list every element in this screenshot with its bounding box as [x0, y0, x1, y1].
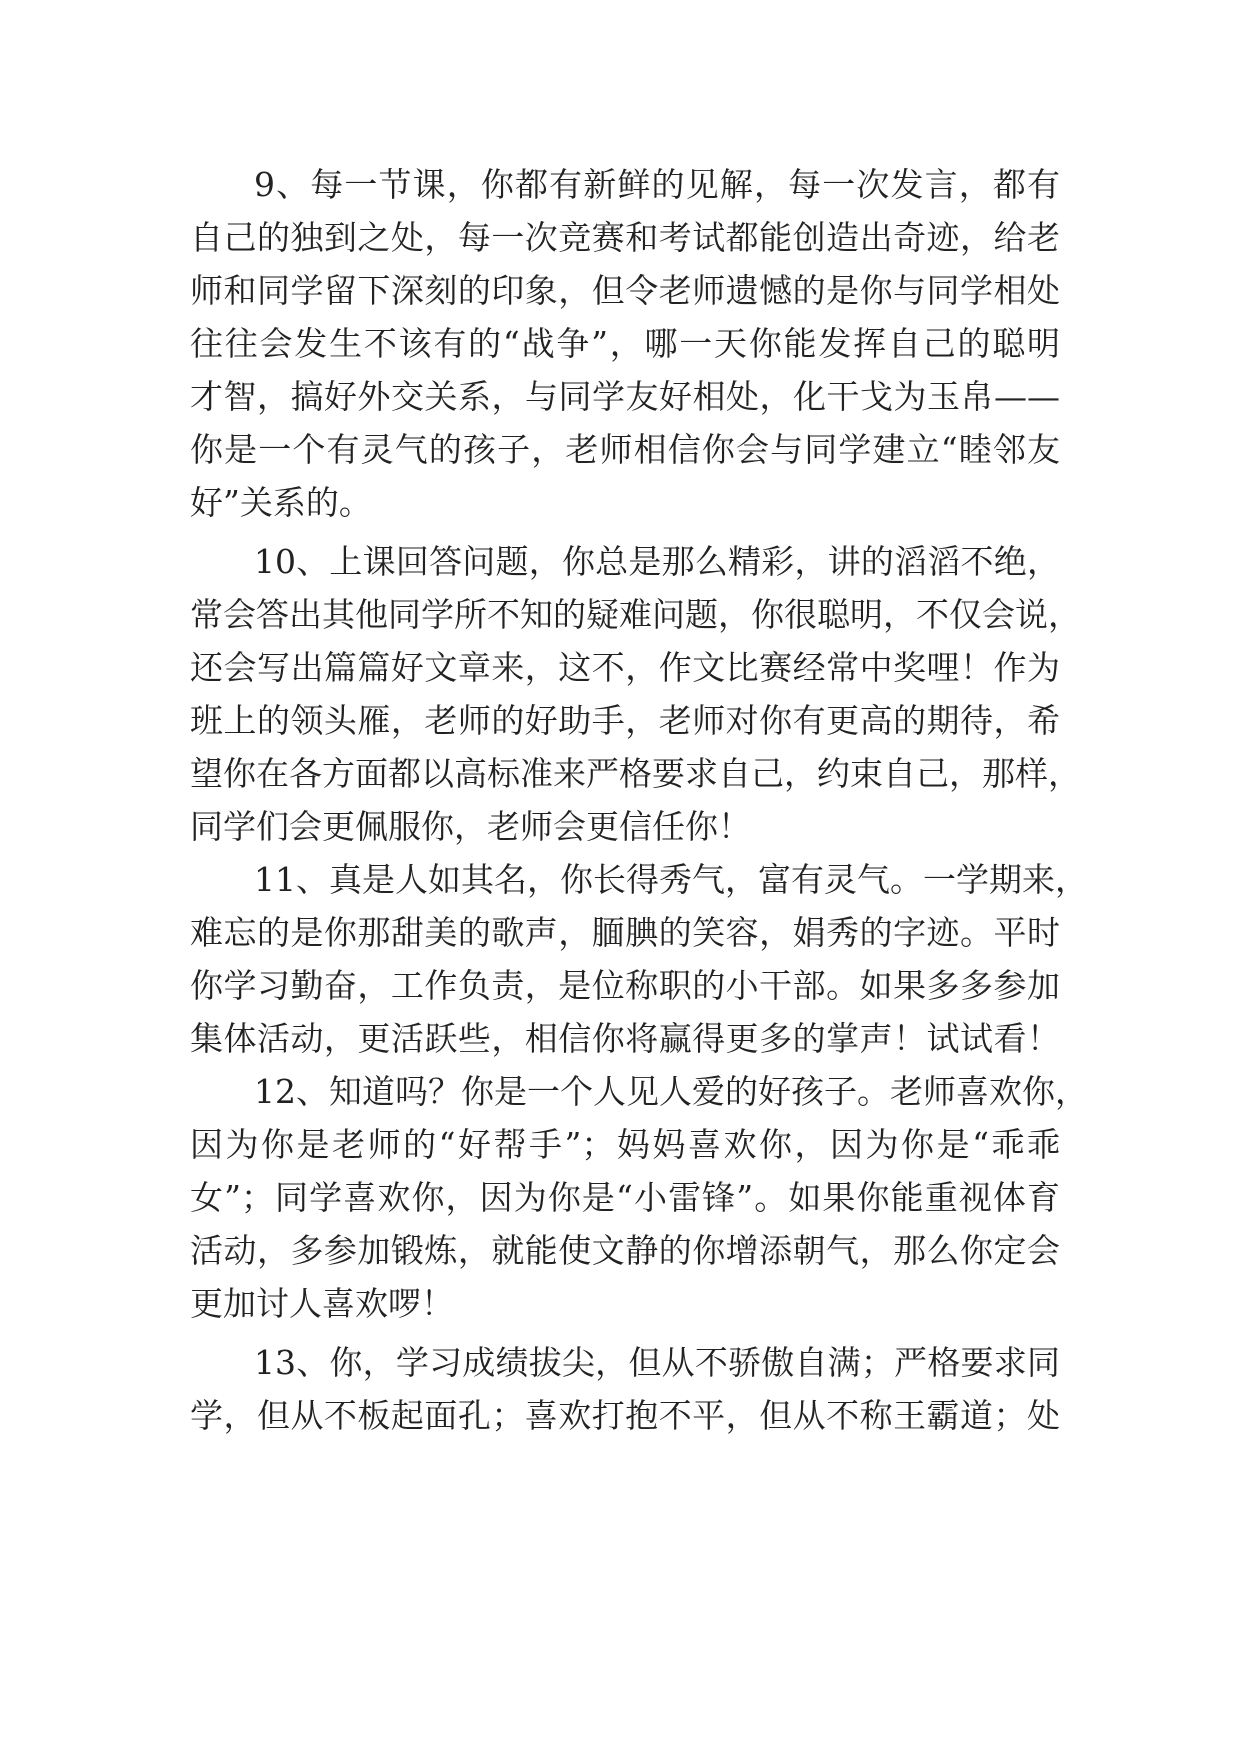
paragraph-12-line-2: 因为你是老师的“好帮手”；妈妈喜欢你，因为你是“乖乖: [190, 1125, 1060, 1164]
paragraph-10-line-1: 10、上课回答问题，你总是那么精彩，讲的滔滔不绝，: [254, 542, 1060, 581]
paragraph-10-line-5: 望你在各方面都以高标准来严格要求自己，约束自己，那样，: [190, 754, 1081, 793]
paragraph-13-line-1: 13、你，学习成绩拔尖，但从不骄傲自满；严格要求同: [254, 1343, 1060, 1382]
paragraph-9-line-6: 你是一个有灵气的孩子，老师相信你会与同学建立“睦邻友: [190, 430, 1060, 469]
paragraph-9-line-1: 9、每一节课，你都有新鲜的见解，每一次发言，都有: [254, 165, 1060, 204]
paragraph-10-line-4: 班上的领头雁，老师的好助手，老师对你有更高的期待，希: [190, 701, 1060, 740]
paragraph-11-line-1: 11、真是人如其名，你长得秀气，富有灵气。一学期来，: [254, 860, 1088, 899]
paragraph-12-line-3: 女”；同学喜欢你，因为你是“小雷锋”。如果你能重视体育: [190, 1178, 1060, 1217]
paragraph-11-line-3: 你学习勤奋，工作负责，是位称职的小干部。如果多多参加: [190, 966, 1060, 1005]
paragraph-11-line-4: 集体活动，更活跃些，相信你将赢得更多的掌声！试试看！: [190, 1019, 1060, 1058]
paragraph-10-line-3: 还会写出篇篇好文章来，这不，作文比赛经常中奖哩！作为: [190, 648, 1060, 687]
paragraph-9-line-5: 才智，搞好外交关系，与同学友好相处，化干戈为玉帛——: [190, 377, 1060, 416]
paragraph-9-line-7: 好”关系的。: [190, 483, 372, 522]
paragraph-13-line-2: 学，但从不板起面孔；喜欢打抱不平，但从不称王霸道；处: [190, 1396, 1060, 1435]
paragraph-9-line-2: 自己的独到之处，每一次竞赛和考试都能创造出奇迹，给老: [190, 218, 1060, 257]
paragraph-10-line-6: 同学们会更佩服你，老师会更信任你！: [190, 807, 751, 846]
paragraph-12-line-4: 活动，多参加锻炼，就能使文静的你增添朝气，那么你定会: [190, 1231, 1060, 1270]
paragraph-9-line-4: 往往会发生不该有的“战争”，哪一天你能发挥自己的聪明: [190, 324, 1060, 363]
paragraph-11-line-2: 难忘的是你那甜美的歌声，腼腆的笑容，娟秀的字迹。平时: [190, 913, 1060, 952]
paragraph-9-line-3: 师和同学留下深刻的印象，但令老师遗憾的是你与同学相处: [190, 271, 1060, 310]
paragraph-12-line-5: 更加讨人喜欢啰！: [190, 1284, 454, 1323]
paragraph-12-line-1: 12、知道吗？你是一个人见人爱的好孩子。老师喜欢你，: [254, 1072, 1088, 1111]
paragraph-10-line-2: 常会答出其他同学所不知的疑难问题，你很聪明，不仅会说，: [190, 595, 1081, 634]
